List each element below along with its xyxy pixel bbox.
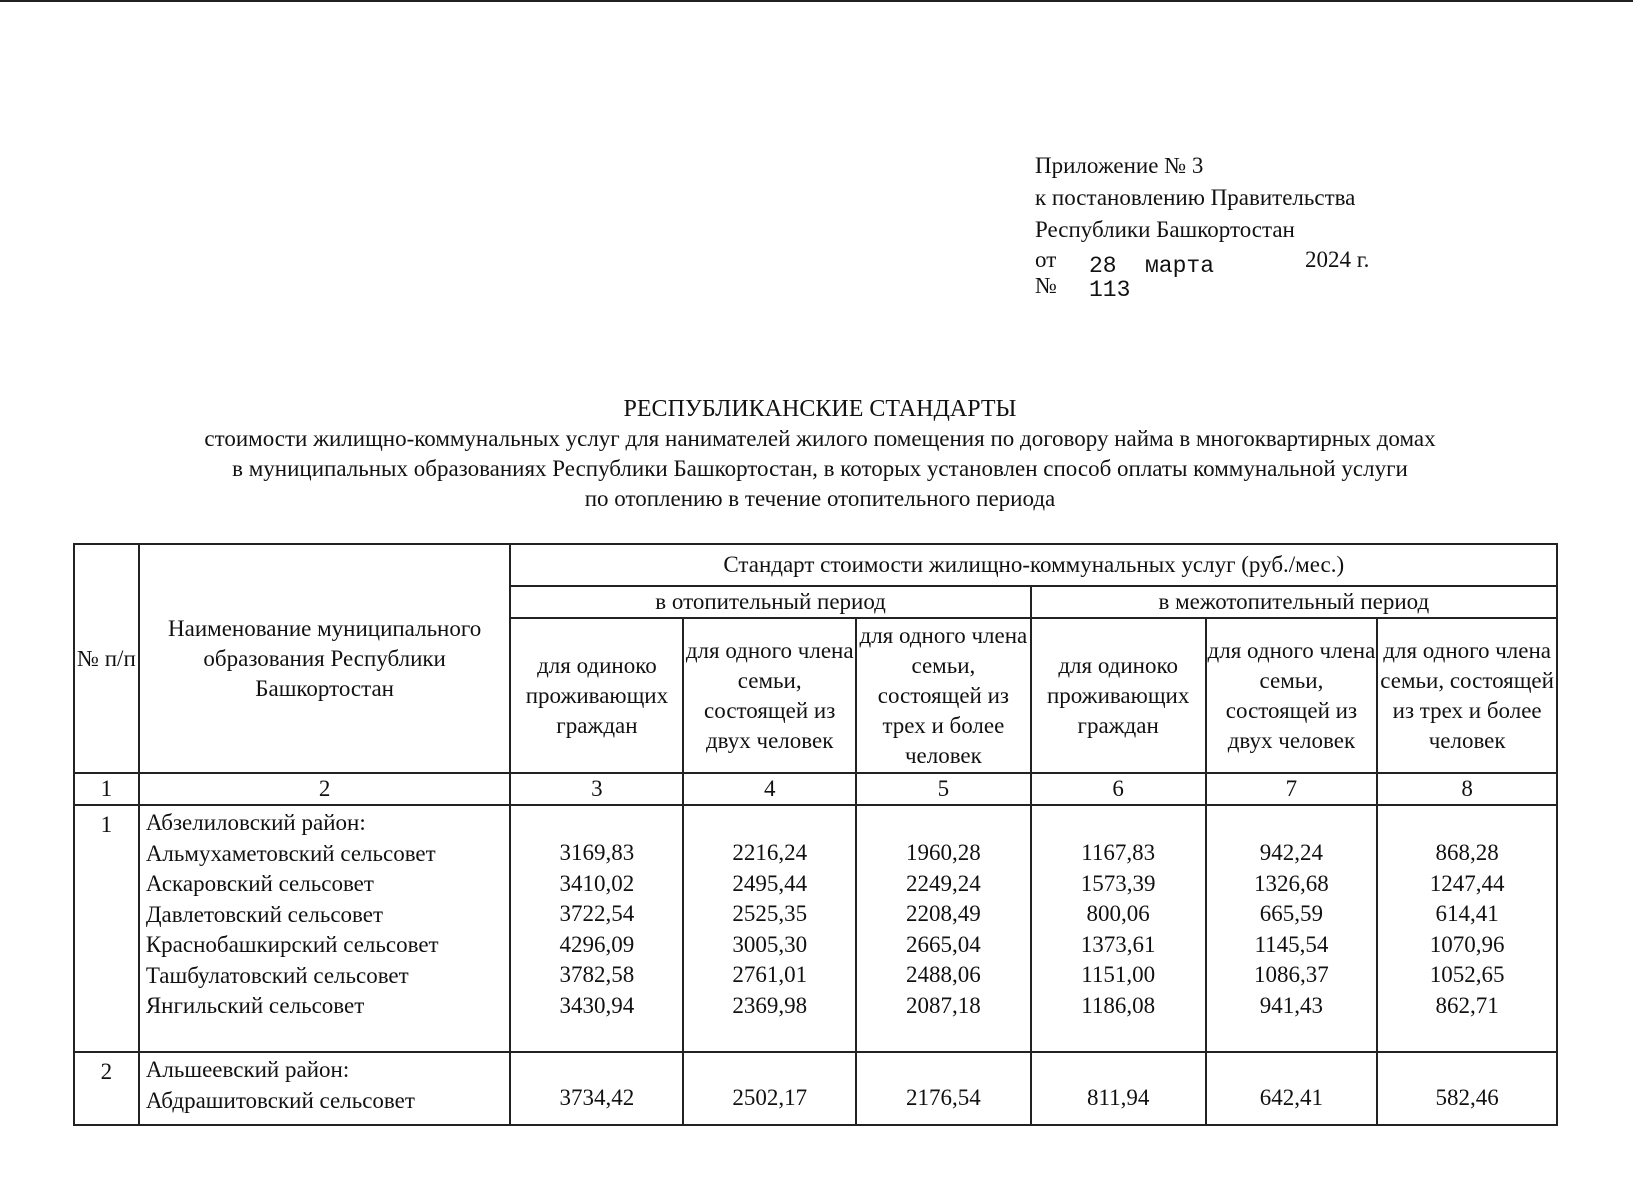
value-cell: 3722,54: [559, 901, 635, 926]
column-index: 3: [510, 773, 683, 805]
group-names-cell: [139, 805, 511, 1052]
values-col-6: [1031, 805, 1206, 1052]
value-cell: 582,46: [1435, 1085, 1499, 1110]
annex-from-label: от: [1035, 247, 1057, 272]
header-standard: Стандарт стоимости жилищно-коммунальных услуг (руб./мес.): [510, 544, 1557, 586]
values-col-8: [1377, 1052, 1557, 1125]
value-cell: 1573,39: [1080, 870, 1156, 896]
municipality-name: Аскаровский сельсовет: [145, 871, 374, 896]
column-index-row: [74, 773, 1557, 805]
value-cell: 2665,04: [906, 931, 981, 957]
value-cell: 2488,06: [906, 962, 981, 987]
column-index: 4: [683, 773, 856, 805]
value-cell: 1326,68: [1254, 870, 1329, 896]
value-cell: 3734,42: [559, 1085, 635, 1110]
annex-line-2: к постановлению Правительства: [1035, 185, 1356, 210]
annex-month: марта: [1145, 253, 1215, 279]
value-cell: 2249,24: [906, 870, 981, 896]
annex-line-1: Приложение № 3: [1035, 153, 1204, 178]
value-cell: 2216,24: [732, 840, 808, 865]
top-border-line: [0, 0, 1633, 2]
value-cell: 1247,44: [1429, 870, 1505, 896]
value-cell: 942,24: [1259, 840, 1324, 865]
document-title: РЕСПУБЛИКАНСКИЕ СТАНДАРТЫ: [623, 396, 1017, 422]
header-sub-nonheating-two: для одного члена семьи, состоящей из двух человек: [1206, 618, 1378, 773]
value-cell: 2176,54: [906, 1085, 981, 1110]
annex-date-row: [1035, 246, 1370, 279]
municipality-name: Абдрашитовский сельсовет: [145, 1087, 415, 1113]
value-cell: 2502,17: [732, 1085, 808, 1110]
district-group: [74, 805, 1557, 1052]
values-col-7: [1206, 805, 1378, 1052]
value-cell: 3005,30: [732, 931, 808, 957]
district-name: Альшеевский район:: [145, 1057, 350, 1082]
value-cell: 862,71: [1435, 992, 1499, 1018]
values-col-4: [683, 805, 856, 1052]
value-cell: 3782,58: [559, 962, 635, 987]
value-cell: 1960,28: [906, 840, 981, 865]
column-index: 7: [1206, 773, 1378, 805]
annex-block: [1035, 150, 1370, 303]
annex-line-3: Республики Башкортостан: [1035, 217, 1295, 242]
municipality-name: Краснобашкирский сельсовет: [145, 932, 439, 957]
value-cell: 800,06: [1086, 901, 1150, 926]
value-cell: 1145,54: [1254, 931, 1329, 957]
values-col-3: [510, 805, 683, 1052]
column-index: 2: [139, 773, 511, 805]
column-index: 5: [856, 773, 1031, 805]
municipality-name: Ташбулатовский сельсовет: [145, 962, 409, 988]
header-num: № п/п: [74, 544, 139, 773]
value-cell: 1086,37: [1254, 962, 1329, 987]
value-cell: 1167,83: [1081, 840, 1156, 865]
value-cell: 1070,96: [1429, 931, 1505, 957]
value-cell: 665,59: [1259, 901, 1324, 926]
group-names-cell: [139, 1052, 511, 1125]
column-index: 8: [1377, 773, 1557, 805]
standards-table: [73, 543, 1558, 1126]
municipality-name: Альмухаметовский сельсовет: [145, 840, 436, 866]
value-cell: 3430,94: [559, 992, 635, 1018]
value-cell: 2369,98: [732, 992, 808, 1018]
value-cell: 2208,49: [906, 901, 981, 926]
value-cell: 2525,35: [732, 901, 808, 926]
value-cell: 1373,61: [1080, 931, 1156, 957]
value-cell: 3169,83: [559, 840, 635, 865]
header-name: Наименование муниципального образования Республики Башкортостан: [139, 544, 511, 773]
values-col-3: [510, 1052, 683, 1125]
value-cell: 811,94: [1086, 1085, 1150, 1110]
values-col-4: [683, 1052, 856, 1125]
value-cell: 1151,00: [1081, 962, 1156, 987]
value-cell: 941,43: [1259, 992, 1324, 1018]
column-index: 6: [1031, 773, 1206, 805]
group-number: 2: [74, 1052, 139, 1125]
municipality-name: Янгильский сельсовет: [145, 993, 365, 1018]
annex-number-label: №: [1035, 273, 1057, 298]
district-name: Абзелиловский район:: [145, 810, 366, 835]
values-col-5: [856, 805, 1031, 1052]
header-sub-heating-three: для одного члена семьи, состоящей из трех и более человек: [856, 618, 1031, 773]
document-subtitle-line-3: по отоплению в течение отопительного периода: [584, 486, 1056, 511]
value-cell: 614,41: [1435, 901, 1499, 926]
values-col-8: [1377, 805, 1557, 1052]
group-number: 1: [74, 805, 139, 1052]
value-cell: 3410,02: [559, 870, 635, 896]
header-sub-heating-single: для одиноко проживающих граждан: [510, 618, 683, 773]
document-subtitle-line-1: стоимости жилищно-коммунальных услуг для нанимателей жилого помещения по договору найма в многоквартирных домах: [204, 426, 1436, 451]
header-sub-nonheating-three: для одного члена семьи, состоящей из трех и более человек: [1377, 618, 1557, 773]
annex-number-row: [1035, 274, 1355, 302]
value-cell: 642,41: [1259, 1085, 1324, 1110]
column-index: 1: [74, 773, 139, 805]
header-non-heating-period: в межотопительный период: [1031, 586, 1557, 618]
header-heating-period: в отопительный период: [510, 586, 1030, 618]
header-sub-nonheating-single: для одиноко проживающих граждан: [1031, 618, 1206, 773]
value-cell: 2087,18: [906, 992, 981, 1018]
values-col-7: [1206, 1052, 1378, 1125]
annex-year: 2024 г.: [1305, 247, 1370, 272]
value-cell: 1186,08: [1081, 992, 1156, 1018]
header-sub-heating-two: для одного члена семьи, состоящей из двух человек: [683, 618, 856, 773]
values-col-5: [856, 1052, 1031, 1125]
value-cell: 2495,44: [732, 870, 808, 896]
annex-day: 28: [1089, 253, 1117, 279]
district-group: [74, 1052, 1557, 1125]
municipality-name: Давлетовский сельсовет: [145, 901, 384, 927]
value-cell: 868,28: [1435, 840, 1499, 865]
annex-number: 113: [1089, 277, 1131, 303]
values-col-6: [1031, 1052, 1206, 1125]
value-cell: 1052,65: [1429, 962, 1505, 987]
document-title-block: [100, 394, 1540, 514]
document-subtitle-line-2: в муниципальных образованиях Республики Башкортостан, в которых установлен способ оплаты коммунальной услуги: [232, 456, 1408, 481]
value-cell: 2761,01: [732, 962, 808, 987]
value-cell: 4296,09: [559, 931, 635, 957]
